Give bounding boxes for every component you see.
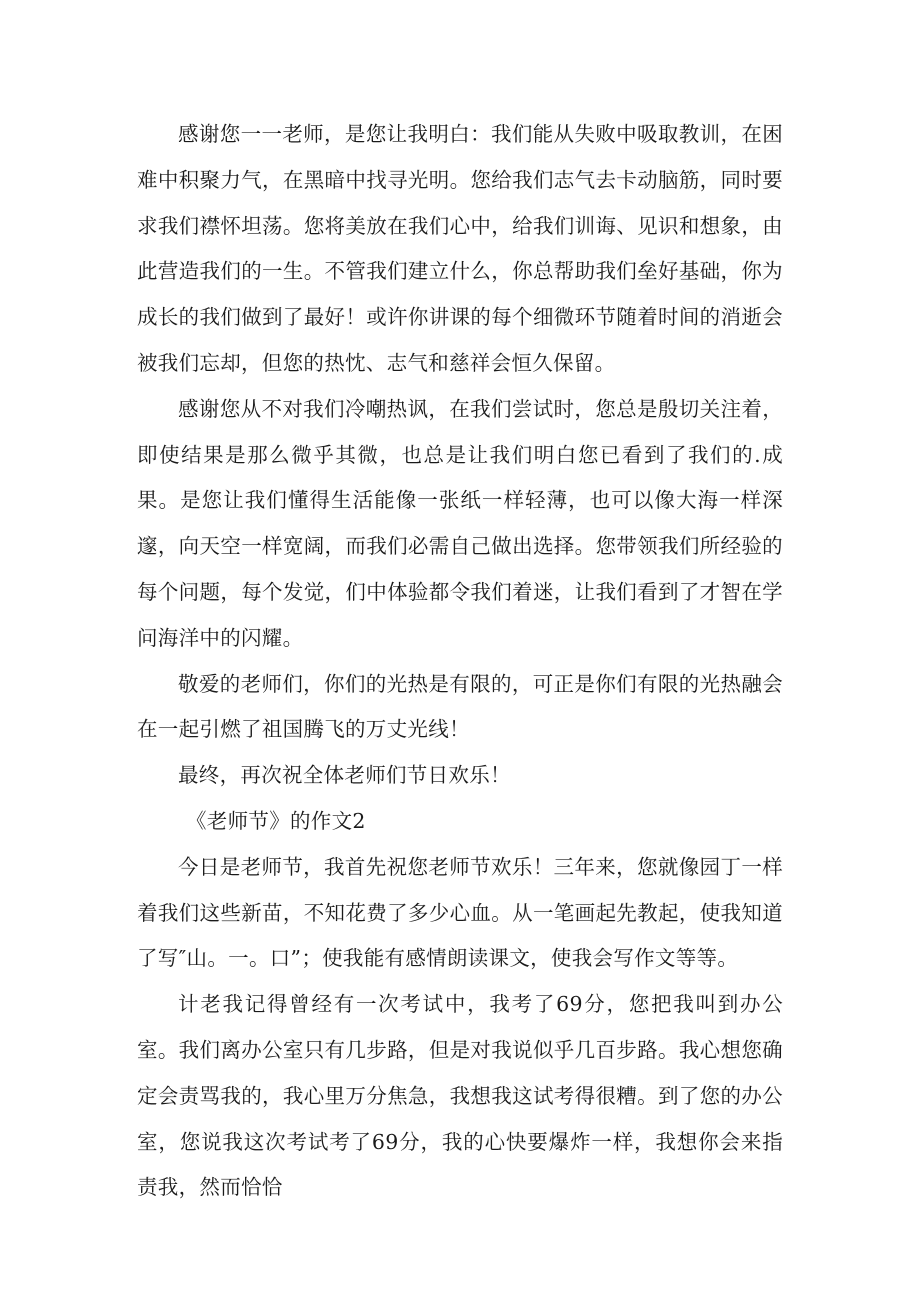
- paragraph-final-wish: 最终，再次祝全体老师们节日欢乐！: [178, 763, 511, 788]
- document-body: [137, 112, 783, 1211]
- paragraph-exam-memory: 计老我记得曾经有一次考试中，我考了69分，您把我叫到办公室。我们离办公室只有几步路，但是对我说似乎几百步路。我心想您确定会责骂我的，我心里万分焦急，我想我这试考得很糟。到了您的办公室，您说我这次考试考了69分，我的心快要爆炸一样，我想你会来指责我，然而恰恰: [137, 992, 783, 1200]
- essay-heading: 《老师节》的作文2: [186, 808, 366, 833]
- paragraph-thanks-2: 感谢您从不对我们冷嘲热讽，在我们尝试时，您总是殷切关注着，即使结果是那么微乎其微，也总是让我们明白您已看到了我们的.成果。是您让我们懂得生活能像一张纸一样轻薄，也可以像大海一样深邃，向天空一样宽阔，而我们必需自己做出选择。您带领我们所经验的每个问题，每个发觉，们中体验都令我们着迷，让我们看到了才智在学问海洋中的闪耀。: [137, 396, 783, 650]
- paragraph-dear-teachers: 敬爱的老师们，你们的光热是有限的，可正是你们有限的光热融会在一起引燃了祖国腾飞的万丈光线！: [137, 671, 783, 742]
- paragraph-thanks-1: 感谢您一一老师，是您让我明白：我们能从失败中吸取教训，在困难中积聚力气，在黑暗中找寻光明。您给我们志气去卡动脑筋，同时要求我们襟怀坦荡。您将美放在我们心中，给我们训诲、见识和想象，由此营造我们的一生。不管我们建立什么，你总帮助我们垒好基础，你为成长的我们做到了最好！或许你讲课的每个细微环节随着时间的消逝会被我们忘却，但您的热忱、志气和慈祥会恒久保留。: [137, 122, 783, 375]
- paragraph-teachers-day: 今日是老师节，我首先祝您老师节欢乐！三年来，您就像园丁一样着我们这些新苗，不知花费了多少心血。从一笔画起先教起，使我知道了写″山。一。口”；使我能有感情朗读课文，使我会写作文等等。: [137, 854, 783, 971]
